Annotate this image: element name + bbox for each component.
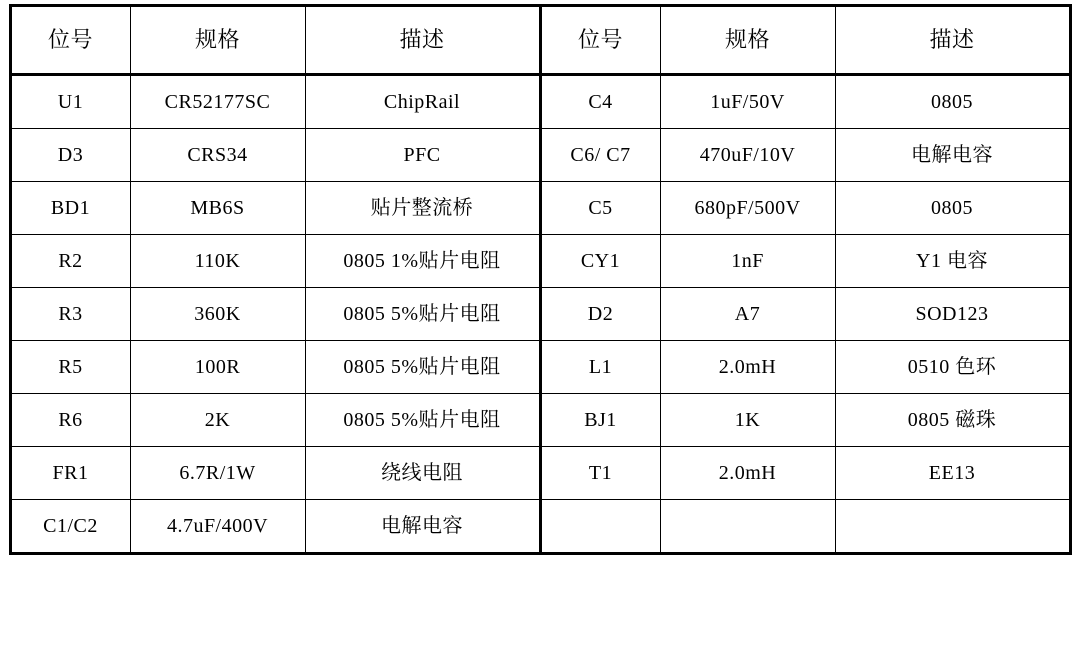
cell-designator-right: D2 — [540, 288, 660, 341]
cell-description-right-empty — [835, 500, 1070, 554]
cell-spec-left: 6.7R/1W — [130, 447, 305, 500]
cell-description-left: 0805 5%贴片电阻 — [305, 394, 540, 447]
header-cell-designator-left: 位号 — [10, 6, 130, 75]
cell-description-right: 电解电容 — [835, 129, 1070, 182]
header-cell-spec-left: 规格 — [130, 6, 305, 75]
table-row — [10, 341, 1070, 394]
cell-spec-left: CRS34 — [130, 129, 305, 182]
cell-description-right: 0805 — [835, 182, 1070, 235]
cell-description-right: 0805 — [835, 75, 1070, 129]
cell-spec-right: 2.0mH — [660, 341, 835, 394]
cell-designator-right-empty — [540, 500, 660, 554]
cell-description-left: 0805 1%贴片电阻 — [305, 235, 540, 288]
cell-designator-right: L1 — [540, 341, 660, 394]
cell-spec-left: 110K — [130, 235, 305, 288]
cell-spec-right: 1nF — [660, 235, 835, 288]
cell-spec-right: A7 — [660, 288, 835, 341]
cell-description-left: 0805 5%贴片电阻 — [305, 288, 540, 341]
table-header-row — [10, 6, 1070, 75]
cell-designator-left: BD1 — [10, 182, 130, 235]
cell-spec-right: 2.0mH — [660, 447, 835, 500]
cell-spec-left: 360K — [130, 288, 305, 341]
cell-designator-right: C5 — [540, 182, 660, 235]
cell-designator-left: R6 — [10, 394, 130, 447]
cell-spec-left: 4.7uF/400V — [130, 500, 305, 554]
cell-spec-left: 2K — [130, 394, 305, 447]
cell-description-left: ChipRail — [305, 75, 540, 129]
cell-spec-right-empty — [660, 500, 835, 554]
cell-designator-left: R2 — [10, 235, 130, 288]
cell-spec-left: CR52177SC — [130, 75, 305, 129]
cell-designator-right: T1 — [540, 447, 660, 500]
header-cell-description-left: 描述 — [305, 6, 540, 75]
cell-description-right: SOD123 — [835, 288, 1070, 341]
cell-designator-right: CY1 — [540, 235, 660, 288]
cell-designator-right: C4 — [540, 75, 660, 129]
cell-designator-left: FR1 — [10, 447, 130, 500]
cell-spec-right: 1K — [660, 394, 835, 447]
cell-designator-left: D3 — [10, 129, 130, 182]
cell-designator-left: R5 — [10, 341, 130, 394]
cell-spec-left: MB6S — [130, 182, 305, 235]
cell-description-left: PFC — [305, 129, 540, 182]
header-cell-description-right: 描述 — [835, 6, 1070, 75]
cell-designator-left: U1 — [10, 75, 130, 129]
table-row — [10, 182, 1070, 235]
cell-description-left: 0805 5%贴片电阻 — [305, 341, 540, 394]
cell-designator-right: BJ1 — [540, 394, 660, 447]
cell-description-left: 贴片整流桥 — [305, 182, 540, 235]
table-row — [10, 129, 1070, 182]
cell-spec-left: 100R — [130, 341, 305, 394]
bom-table-body — [10, 6, 1070, 554]
table-row — [10, 75, 1070, 129]
header-cell-designator-right: 位号 — [540, 6, 660, 75]
bom-table — [9, 4, 1072, 555]
cell-description-right: EE13 — [835, 447, 1070, 500]
table-row — [10, 235, 1070, 288]
cell-spec-right: 470uF/10V — [660, 129, 835, 182]
table-row — [10, 394, 1070, 447]
table-row — [10, 447, 1070, 500]
cell-description-left: 绕线电阻 — [305, 447, 540, 500]
cell-designator-left: C1/C2 — [10, 500, 130, 554]
cell-description-right: Y1 电容 — [835, 235, 1070, 288]
table-row — [10, 500, 1070, 554]
cell-spec-right: 1uF/50V — [660, 75, 835, 129]
header-cell-spec-right: 规格 — [660, 6, 835, 75]
cell-description-right: 0805 磁珠 — [835, 394, 1070, 447]
table-row — [10, 288, 1070, 341]
cell-description-left: 电解电容 — [305, 500, 540, 554]
cell-designator-right: C6/ C7 — [540, 129, 660, 182]
cell-designator-left: R3 — [10, 288, 130, 341]
cell-description-right: 0510 色环 — [835, 341, 1070, 394]
cell-spec-right: 680pF/500V — [660, 182, 835, 235]
